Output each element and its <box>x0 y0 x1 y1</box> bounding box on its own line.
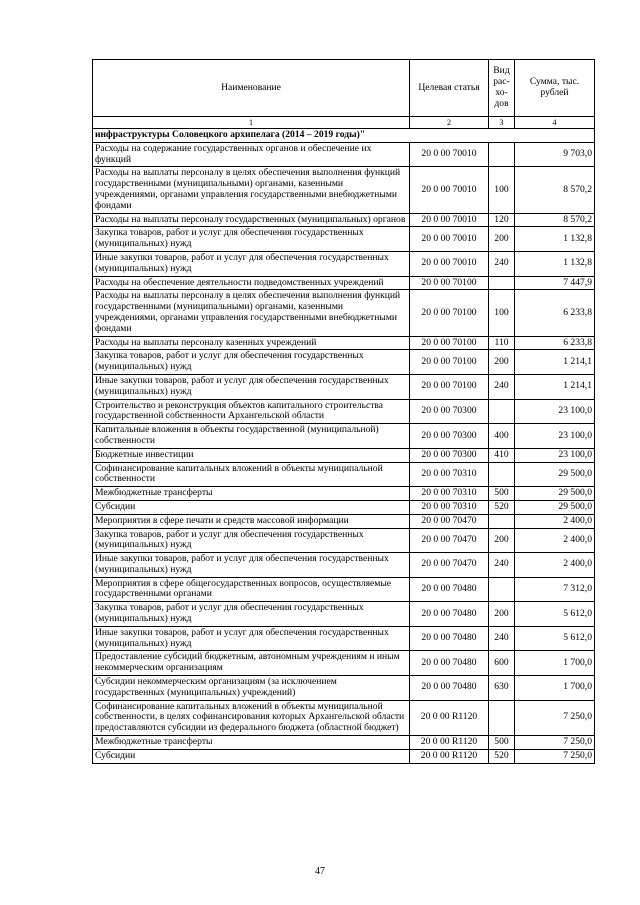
row-code: 20 0 00 70310 <box>410 462 489 487</box>
row-expense-type: 120 <box>489 213 515 227</box>
row-name: Субсидии некоммерческим организациям (за исключением государственных (муниципальных) учреждений) <box>93 676 410 701</box>
table-row <box>93 553 595 578</box>
row-expense-type: 520 <box>489 500 515 514</box>
table-row <box>93 167 595 213</box>
table-row <box>93 676 595 701</box>
page-number: 47 <box>315 866 325 877</box>
row-code: 20 0 00 70100 <box>410 276 489 290</box>
row-sum: 7 250,0 <box>515 749 595 763</box>
table-row <box>93 514 595 528</box>
table-row <box>93 602 595 627</box>
row-code: 20 0 00 70300 <box>410 448 489 462</box>
table-row <box>93 577 595 602</box>
table-row <box>93 227 595 252</box>
row-name: Закупка товаров, работ и услуг для обеспечения государственных (муниципальных) нужд <box>93 350 410 375</box>
row-code: 20 0 00 70010 <box>410 167 489 213</box>
header-expense-type: Вид рас-хо-дов <box>489 60 515 117</box>
row-sum: 23 100,0 <box>515 448 595 462</box>
table-row <box>93 251 595 276</box>
row-sum: 7 312,0 <box>515 577 595 602</box>
row-name: Закупка товаров, работ и услуг для обеспечения государственных (муниципальных) нужд <box>93 528 410 553</box>
header-sum: Сумма, тыс. рублей <box>515 60 595 117</box>
row-expense-type: 630 <box>489 676 515 701</box>
row-name: Предоставление субсидий бюджетным, автономным учреждениям и иным некоммерческим организациям <box>93 651 410 676</box>
row-sum: 1 214,1 <box>515 374 595 399</box>
row-sum: 29 500,0 <box>515 500 595 514</box>
row-expense-type: 400 <box>489 424 515 449</box>
row-code: 20 0 00 R1120 <box>410 736 489 750</box>
row-sum: 6 233,8 <box>515 290 595 336</box>
row-code: 20 0 00 70310 <box>410 487 489 501</box>
row-name: Мероприятия в сфере печати и средств массовой информации <box>93 514 410 528</box>
row-name: Расходы на выплаты персоналу в целях обеспечения выполнения функций государственными (муниципальными) органами, казенными учреждениями, органами управления государственными внебюджетными фондами <box>93 167 410 213</box>
row-code: 20 0 00 70010 <box>410 227 489 252</box>
row-expense-type <box>489 399 515 424</box>
row-name: Иные закупки товаров, работ и услуг для обеспечения государственных (муниципальных) нужд <box>93 626 410 651</box>
row-expense-type: 240 <box>489 251 515 276</box>
header-code: Целевая статья <box>410 60 489 117</box>
table-row <box>93 374 595 399</box>
table-row <box>93 213 595 227</box>
table-row <box>93 700 595 735</box>
row-sum: 1 214,1 <box>515 350 595 375</box>
row-sum: 2 400,0 <box>515 514 595 528</box>
table-row <box>93 290 595 336</box>
section-title: инфраструктуры Соловецкого архипелага (2014 – 2019 годы)" <box>93 129 595 143</box>
row-sum: 7 447,9 <box>515 276 595 290</box>
row-sum: 1 132,8 <box>515 227 595 252</box>
row-expense-type: 200 <box>489 227 515 252</box>
header-name: Наименование <box>93 60 410 117</box>
column-number-row <box>93 117 595 129</box>
row-sum: 9 703,0 <box>515 142 595 167</box>
row-name: Бюджетные инвестиции <box>93 448 410 462</box>
row-code: 20 0 00 70470 <box>410 553 489 578</box>
row-name: Софинансирование капитальных вложений в объекты муниципальной собственности <box>93 462 410 487</box>
row-expense-type: 520 <box>489 749 515 763</box>
row-sum: 1 700,0 <box>515 651 595 676</box>
table-row <box>93 350 595 375</box>
column-number: 4 <box>515 117 595 129</box>
row-sum: 6 233,8 <box>515 336 595 350</box>
row-sum: 7 250,0 <box>515 700 595 735</box>
row-code: 20 0 00 70480 <box>410 577 489 602</box>
row-code: 20 0 00 70480 <box>410 626 489 651</box>
row-expense-type: 600 <box>489 651 515 676</box>
row-name: Расходы на выплаты персоналу государственных (муниципальных) органов <box>93 213 410 227</box>
row-sum: 8 570,2 <box>515 213 595 227</box>
row-code: 20 0 00 R1120 <box>410 700 489 735</box>
row-sum: 1 700,0 <box>515 676 595 701</box>
row-expense-type: 110 <box>489 336 515 350</box>
row-code: 20 0 00 70480 <box>410 602 489 627</box>
row-name: Расходы на обеспечение деятельности подведомственных учреждений <box>93 276 410 290</box>
row-sum: 23 100,0 <box>515 399 595 424</box>
row-name: Закупка товаров, работ и услуг для обеспечения государственных (муниципальных) нужд <box>93 227 410 252</box>
row-code: 20 0 00 70100 <box>410 336 489 350</box>
row-code: 20 0 00 70100 <box>410 374 489 399</box>
row-expense-type: 240 <box>489 553 515 578</box>
row-expense-type: 410 <box>489 448 515 462</box>
row-expense-type: 100 <box>489 290 515 336</box>
row-name: Расходы на выплаты персоналу в целях обеспечения выполнения функций государственными (муниципальными) органами, казенными учреждениями, органами управления государственными внебюджетными фондами <box>93 290 410 336</box>
row-sum: 29 500,0 <box>515 462 595 487</box>
row-expense-type: 500 <box>489 736 515 750</box>
row-expense-type: 240 <box>489 374 515 399</box>
table-row <box>93 749 595 763</box>
row-name: Межбюджетные трансферты <box>93 487 410 501</box>
column-number: 3 <box>489 117 515 129</box>
row-name: Иные закупки товаров, работ и услуг для обеспечения государственных (муниципальных) нужд <box>93 553 410 578</box>
row-expense-type: 500 <box>489 487 515 501</box>
row-code: 20 0 00 70100 <box>410 290 489 336</box>
row-code: 20 0 00 70300 <box>410 399 489 424</box>
table-header-row <box>93 60 595 117</box>
row-name: Капитальные вложения в объекты государственной (муниципальной) собственности <box>93 424 410 449</box>
row-expense-type <box>489 700 515 735</box>
row-name: Софинансирование капитальных вложений в объекты муниципальной собственности, в целях софинансирования которых Архангельской области предоставляются субсидии из федерального бюджета (областной бюджет) <box>93 700 410 735</box>
row-code: 20 0 00 70010 <box>410 142 489 167</box>
table-row <box>93 399 595 424</box>
row-name: Субсидии <box>93 500 410 514</box>
row-expense-type: 200 <box>489 350 515 375</box>
row-code: 20 0 00 70010 <box>410 251 489 276</box>
column-number: 2 <box>410 117 489 129</box>
table-row <box>93 736 595 750</box>
row-name: Иные закупки товаров, работ и услуг для обеспечения государственных (муниципальных) нужд <box>93 374 410 399</box>
budget-table-body <box>93 60 595 764</box>
row-expense-type <box>489 577 515 602</box>
row-name: Расходы на содержание государственных органов и обеспечение их функций <box>93 142 410 167</box>
column-number: 1 <box>93 117 410 129</box>
row-code: 20 0 00 70480 <box>410 651 489 676</box>
row-code: 20 0 00 R1120 <box>410 749 489 763</box>
row-expense-type <box>489 142 515 167</box>
section-title-row <box>93 129 595 143</box>
row-code: 20 0 00 70470 <box>410 514 489 528</box>
row-expense-type: 240 <box>489 626 515 651</box>
table-row <box>93 336 595 350</box>
table-row <box>93 500 595 514</box>
row-sum: 1 132,8 <box>515 251 595 276</box>
table-row <box>93 487 595 501</box>
row-expense-type: 200 <box>489 602 515 627</box>
row-name: Мероприятия в сфере общегосударственных вопросов, осуществляемые государственными органами <box>93 577 410 602</box>
row-sum: 5 612,0 <box>515 602 595 627</box>
row-expense-type <box>489 276 515 290</box>
row-code: 20 0 00 70470 <box>410 528 489 553</box>
row-sum: 29 500,0 <box>515 487 595 501</box>
table-row <box>93 626 595 651</box>
table-row <box>93 462 595 487</box>
table-row <box>93 142 595 167</box>
row-sum: 5 612,0 <box>515 626 595 651</box>
table-row <box>93 448 595 462</box>
row-name: Строительство и реконструкция объектов капитального строительства государственной собственности Архангельской области <box>93 399 410 424</box>
table-row <box>93 528 595 553</box>
row-sum: 2 400,0 <box>515 528 595 553</box>
row-code: 20 0 00 70480 <box>410 676 489 701</box>
row-expense-type <box>489 514 515 528</box>
table-row <box>93 276 595 290</box>
budget-table <box>92 59 595 764</box>
row-sum: 2 400,0 <box>515 553 595 578</box>
row-expense-type: 200 <box>489 528 515 553</box>
row-sum: 8 570,2 <box>515 167 595 213</box>
row-expense-type: 100 <box>489 167 515 213</box>
row-code: 20 0 00 70300 <box>410 424 489 449</box>
row-name: Субсидии <box>93 749 410 763</box>
row-name: Иные закупки товаров, работ и услуг для обеспечения государственных (муниципальных) нужд <box>93 251 410 276</box>
row-code: 20 0 00 70310 <box>410 500 489 514</box>
row-code: 20 0 00 70010 <box>410 213 489 227</box>
row-name: Закупка товаров, работ и услуг для обеспечения государственных (муниципальных) нужд <box>93 602 410 627</box>
table-row <box>93 424 595 449</box>
row-name: Межбюджетные трансферты <box>93 736 410 750</box>
table-row <box>93 651 595 676</box>
row-expense-type <box>489 462 515 487</box>
row-sum: 23 100,0 <box>515 424 595 449</box>
row-name: Расходы на выплаты персоналу казенных учреждений <box>93 336 410 350</box>
row-sum: 7 250,0 <box>515 736 595 750</box>
row-code: 20 0 00 70100 <box>410 350 489 375</box>
